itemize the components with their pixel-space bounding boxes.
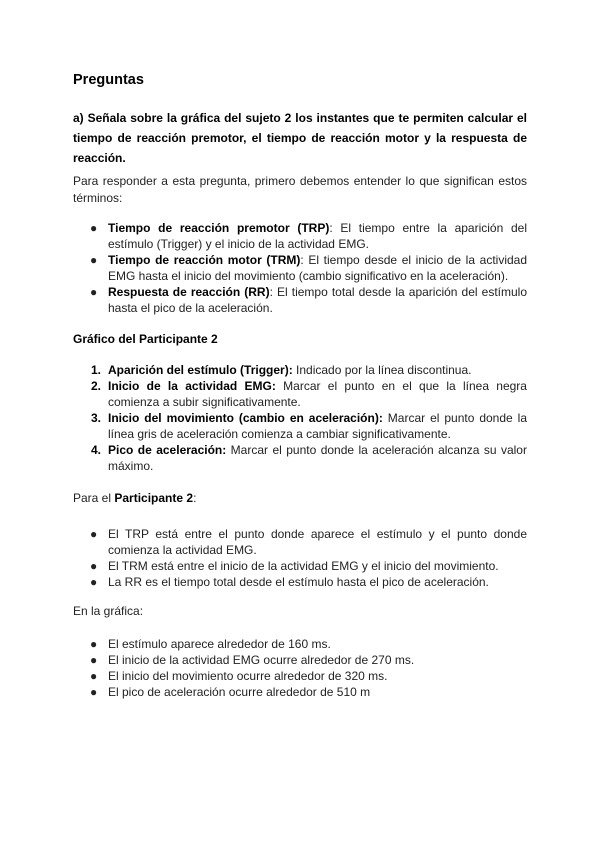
- participant-suffix: :: [193, 491, 197, 505]
- explanation-item: [73, 526, 527, 558]
- explanation-text: El TRM está entre el inicio de la actividad EMG y el inicio del movimiento.: [108, 559, 499, 573]
- definition-text: : El tiempo entre la aparición del estímulo (Trigger) y el inicio de la actividad EMG.: [108, 221, 527, 251]
- bullet-icon: ●: [90, 559, 98, 573]
- bullet-icon: ●: [90, 669, 98, 683]
- definitions-list: [73, 220, 527, 316]
- bullet-icon: ●: [90, 575, 98, 589]
- graph-value-text: El inicio de la actividad EMG ocurre alrededor de 270 ms.: [108, 653, 415, 667]
- explanation-text: La RR es el tiempo total desde el estímulo hasta el pico de aceleración.: [108, 575, 489, 589]
- intro-paragraph: Para responder a esta pregunta, primero debemos entender lo que significan estos términos:: [73, 174, 527, 205]
- bullet-icon: ●: [90, 221, 98, 235]
- bullet-icon: ●: [90, 685, 98, 699]
- step-term: Inicio del movimiento (cambio en aceleración):: [108, 411, 383, 425]
- step-text: Marcar el punto en el que la línea negra comienza a subir significativamente.: [108, 379, 527, 409]
- explanation-item: [73, 574, 527, 590]
- step-item: [73, 362, 527, 378]
- graph-subheading: Gráfico del Participante 2: [73, 332, 218, 346]
- graph-intro: En la gráfica:: [73, 604, 144, 618]
- step-text: Indicado por la línea discontinua.: [292, 363, 472, 377]
- bullet-icon: ●: [90, 253, 98, 267]
- step-term: Inicio de la actividad EMG:: [108, 379, 276, 393]
- definition-term: Tiempo de reacción motor (TRM): [108, 253, 301, 267]
- question-text: a) Señala sobre la gráfica del sujeto 2 los instantes que te permiten calcular el tiempo de reacción premotor, el tiempo de reacción motor y la respuesta de reacción.: [73, 111, 527, 165]
- explanation-item: [73, 558, 527, 574]
- bullet-icon: ●: [90, 637, 98, 651]
- graph-value-text: El pico de aceleración ocurre alrededor de 510 m: [108, 685, 371, 699]
- step-text: Marcar el punto donde la línea gris de aceleración comienza a cambiar significativamente.: [108, 411, 527, 441]
- definition-item: [73, 284, 527, 316]
- step-number: 1.: [91, 363, 102, 377]
- bullet-icon: ●: [90, 527, 98, 541]
- definition-item: [73, 220, 527, 252]
- participant-label: Participante 2: [114, 491, 194, 505]
- definition-text: : El tiempo desde el inicio de la actividad EMG hasta el inicio del movimiento (cambio significativo en la aceleración).: [108, 253, 528, 283]
- graph-value-text: El estímulo aparece alrededor de 160 ms.: [108, 637, 331, 651]
- participant-prefix: Para el: [73, 491, 115, 505]
- bullet-icon: ●: [90, 653, 98, 667]
- step-number: 3.: [91, 411, 102, 425]
- step-item: [73, 410, 527, 442]
- step-term: Pico de aceleración:: [108, 443, 227, 457]
- definition-item: [73, 252, 527, 284]
- definition-term: Tiempo de reacción premotor (TRP): [108, 221, 330, 235]
- explanation-text: El TRP está entre el punto donde aparece el estímulo y el punto donde comienza la actividad EMG.: [108, 527, 527, 557]
- steps-list: [73, 362, 527, 474]
- step-item: [73, 442, 527, 474]
- definition-term: Respuesta de reacción (RR): [108, 285, 270, 299]
- bullet-icon: ●: [90, 285, 98, 299]
- page-heading: Preguntas: [73, 72, 144, 88]
- graph-value-item: [73, 668, 527, 684]
- step-number: 4.: [91, 443, 102, 457]
- step-text: Marcar el punto donde la aceleración alcanza su valor máximo.: [108, 443, 527, 473]
- graph-value-text: El inicio del movimiento ocurre alrededor de 320 ms.: [108, 669, 388, 683]
- graph-value-item: [73, 636, 527, 652]
- participant-paragraph: [73, 490, 527, 507]
- graph-values-list: [73, 636, 527, 700]
- graph-value-item: [73, 652, 527, 668]
- explanations-list: [73, 526, 527, 590]
- step-item: [73, 378, 527, 410]
- graph-value-item: [73, 684, 527, 700]
- step-term: Aparición del estímulo (Trigger):: [108, 363, 293, 377]
- definition-text: : El tiempo total desde la aparición del estímulo hasta el pico de la aceleración.: [108, 285, 527, 315]
- step-number: 2.: [91, 379, 102, 393]
